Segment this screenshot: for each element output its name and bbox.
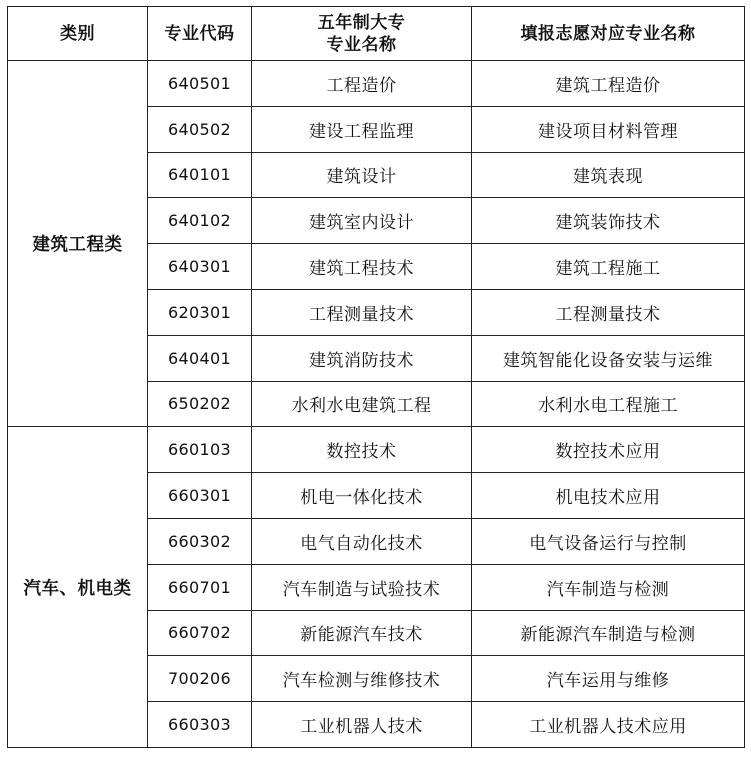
apply-major-cell: 建筑装饰技术 bbox=[472, 198, 745, 244]
code-cell: 660701 bbox=[148, 564, 252, 610]
code-cell: 660303 bbox=[148, 702, 252, 748]
five-year-major-cell: 建筑工程技术 bbox=[252, 244, 472, 290]
apply-major-cell: 电气设备运行与控制 bbox=[472, 518, 745, 564]
five-year-major-cell: 建筑消防技术 bbox=[252, 335, 472, 381]
code-cell: 650202 bbox=[148, 381, 252, 427]
apply-major-cell: 建筑表现 bbox=[472, 152, 745, 198]
code-cell: 640101 bbox=[148, 152, 252, 198]
apply-major-cell: 建筑工程造价 bbox=[472, 61, 745, 107]
apply-major-cell: 建筑工程施工 bbox=[472, 244, 745, 290]
five-year-major-cell: 数控技术 bbox=[252, 427, 472, 473]
code-cell: 640102 bbox=[148, 198, 252, 244]
code-cell: 640502 bbox=[148, 106, 252, 152]
apply-major-cell: 新能源汽车制造与检测 bbox=[472, 610, 745, 656]
header-apply-major: 填报志愿对应专业名称 bbox=[472, 7, 745, 61]
category-cell: 汽车、机电类 bbox=[8, 427, 148, 748]
apply-major-cell: 汽车制造与检测 bbox=[472, 564, 745, 610]
apply-major-cell: 水利水电工程施工 bbox=[472, 381, 745, 427]
code-cell: 660702 bbox=[148, 610, 252, 656]
majors-table bbox=[7, 6, 745, 748]
five-year-major-cell: 水利水电建筑工程 bbox=[252, 381, 472, 427]
five-year-major-cell: 建设工程监理 bbox=[252, 106, 472, 152]
header-five-year-line2: 专业名称 bbox=[326, 34, 397, 55]
code-cell: 640501 bbox=[148, 61, 252, 107]
code-cell: 700206 bbox=[148, 656, 252, 702]
five-year-major-cell: 汽车检测与维修技术 bbox=[252, 656, 472, 702]
code-cell: 620301 bbox=[148, 289, 252, 335]
five-year-major-cell: 建筑设计 bbox=[252, 152, 472, 198]
category-cell: 建筑工程类 bbox=[8, 61, 148, 427]
header-row bbox=[8, 7, 745, 61]
apply-major-cell: 工业机器人技术应用 bbox=[472, 702, 745, 748]
five-year-major-cell: 新能源汽车技术 bbox=[252, 610, 472, 656]
code-cell: 660302 bbox=[148, 518, 252, 564]
table-body bbox=[8, 61, 745, 748]
code-cell: 660103 bbox=[148, 427, 252, 473]
code-cell: 660301 bbox=[148, 473, 252, 519]
code-cell: 640401 bbox=[148, 335, 252, 381]
five-year-major-cell: 工程造价 bbox=[252, 61, 472, 107]
apply-major-cell: 建设项目材料管理 bbox=[472, 106, 745, 152]
header-code: 专业代码 bbox=[148, 7, 252, 61]
five-year-major-cell: 机电一体化技术 bbox=[252, 473, 472, 519]
five-year-major-cell: 工业机器人技术 bbox=[252, 702, 472, 748]
apply-major-cell: 建筑智能化设备安装与运维 bbox=[472, 335, 745, 381]
apply-major-cell: 汽车运用与维修 bbox=[472, 656, 745, 702]
five-year-major-cell: 建筑室内设计 bbox=[252, 198, 472, 244]
table-row bbox=[8, 61, 745, 107]
five-year-major-cell: 电气自动化技术 bbox=[252, 518, 472, 564]
table-header bbox=[8, 7, 745, 61]
header-five-year-major bbox=[252, 7, 472, 61]
apply-major-cell: 机电技术应用 bbox=[472, 473, 745, 519]
apply-major-cell: 工程测量技术 bbox=[472, 289, 745, 335]
code-cell: 640301 bbox=[148, 244, 252, 290]
five-year-major-cell: 汽车制造与试验技术 bbox=[252, 564, 472, 610]
table-row bbox=[8, 427, 745, 473]
five-year-major-cell: 工程测量技术 bbox=[252, 289, 472, 335]
apply-major-cell: 数控技术应用 bbox=[472, 427, 745, 473]
header-category: 类别 bbox=[8, 7, 148, 61]
header-five-year-line1: 五年制大专 bbox=[317, 12, 406, 33]
